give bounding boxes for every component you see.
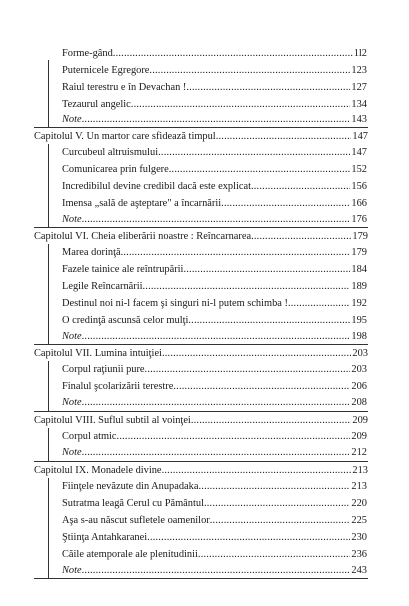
leader-dots xyxy=(145,363,351,376)
toc-entry-title: Căile atemporale ale plenitudinii xyxy=(62,549,198,560)
toc-page-number: 189 xyxy=(351,281,367,292)
toc-page-number: 184 xyxy=(351,264,367,275)
toc-page-number: 127 xyxy=(351,82,367,93)
leader-dots xyxy=(221,197,350,210)
toc-entry-title: O credinţă ascunsă celor mulţi xyxy=(62,315,189,326)
leader-dots xyxy=(198,480,350,493)
leader-dots xyxy=(162,347,351,360)
toc-page-number: 147 xyxy=(352,131,368,142)
toc-entry xyxy=(62,64,367,77)
toc-entry xyxy=(62,480,367,493)
leader-dots xyxy=(251,180,350,193)
toc-note-label: Note xyxy=(62,447,82,458)
toc-entry xyxy=(62,314,367,327)
toc-entry-title: Incredibilul devine credibil dacă este explicat xyxy=(62,181,251,192)
leader-dots xyxy=(186,81,350,94)
leader-dots xyxy=(169,163,351,176)
toc-note-label: Note xyxy=(62,214,82,225)
section-rule xyxy=(34,227,368,228)
toc-entry xyxy=(62,531,367,544)
toc-entry xyxy=(62,180,367,193)
toc-page-number: 198 xyxy=(351,331,367,342)
toc-note xyxy=(62,564,367,577)
toc-entry-title: Marea dorinţă xyxy=(62,247,121,258)
toc-entry xyxy=(62,548,367,561)
toc-chapter xyxy=(34,347,368,360)
leader-dots xyxy=(210,514,351,527)
leader-dots xyxy=(82,113,351,126)
toc-entry xyxy=(62,98,367,111)
toc-note xyxy=(62,113,367,126)
toc-entry-title: Fiinţele nevăzute din Anupadaka xyxy=(62,481,199,492)
section-rule-vertical xyxy=(48,144,49,227)
toc-entry-title: Curcubeul altruismului xyxy=(62,147,159,158)
toc-page-number: 156 xyxy=(351,181,367,192)
toc-page-number: 209 xyxy=(351,431,367,442)
leader-dots xyxy=(82,396,351,409)
section-rule xyxy=(34,411,368,412)
toc-entry xyxy=(62,197,367,210)
section-rule xyxy=(34,127,368,128)
chapter-title: Capitolul IX. Monadele divine xyxy=(34,465,162,476)
toc-page-number: 195 xyxy=(351,315,367,326)
leader-dots xyxy=(117,430,351,443)
toc-note-label: Note xyxy=(62,114,82,125)
toc-entry xyxy=(62,380,367,393)
toc-page-number: 1l2 xyxy=(353,48,367,59)
leader-dots xyxy=(113,47,353,60)
toc-page-number: 143 xyxy=(351,114,367,125)
leader-dots xyxy=(288,297,350,310)
leader-dots xyxy=(251,230,351,243)
leader-dots xyxy=(198,548,351,561)
section-rule-vertical xyxy=(48,478,49,578)
toc-entry-title: Finalul şcolarizării terestre xyxy=(62,381,174,392)
toc-chapter xyxy=(34,464,368,477)
section-rule-vertical xyxy=(48,244,49,344)
leader-dots xyxy=(82,330,351,343)
toc-note xyxy=(62,330,367,343)
leader-dots xyxy=(143,280,351,293)
toc-note-label: Note xyxy=(62,565,82,576)
toc-entry-title: Sutratma leagă Cerul cu Pământul xyxy=(62,498,204,509)
toc-entry-title: Corpul atmic xyxy=(62,431,117,442)
leader-dots xyxy=(121,246,351,259)
toc-entry-title: Comunicarea prin fulgere xyxy=(62,164,169,175)
toc-entry-title: Corpul raţiunii pure xyxy=(62,364,145,375)
toc-note-label: Note xyxy=(62,331,82,342)
toc-entry-title: Forme-gând xyxy=(62,48,113,59)
leader-dots xyxy=(149,64,350,77)
leader-dots xyxy=(191,414,352,427)
toc-chapter xyxy=(34,130,368,143)
toc-entry xyxy=(62,263,367,276)
toc-note-label: Note xyxy=(62,397,82,408)
leader-dots xyxy=(131,98,351,111)
toc-page-number: 134 xyxy=(351,99,367,110)
toc-page-number: 212 xyxy=(351,447,367,458)
toc-page-number: 220 xyxy=(351,498,367,509)
leader-dots xyxy=(82,446,351,459)
toc-page-number: 123 xyxy=(351,65,367,76)
toc-entry-title: Destinul noi ni-l facem şi singuri ni-l putem schimba ! xyxy=(62,298,288,309)
toc-page-number: 179 xyxy=(351,247,367,258)
section-rule-vertical xyxy=(48,60,49,127)
toc-entry xyxy=(62,280,367,293)
leader-dots xyxy=(188,314,350,327)
toc-page-number: 176 xyxy=(351,214,367,225)
leader-dots xyxy=(158,146,350,159)
toc-note xyxy=(62,446,367,459)
section-rule-vertical xyxy=(48,428,49,461)
toc-page-number: 236 xyxy=(351,549,367,560)
toc-page-number: 203 xyxy=(351,364,367,375)
leader-dots xyxy=(183,263,350,276)
leader-dots xyxy=(82,213,351,226)
chapter-title: Capitolul VII. Lumina intuiţiei xyxy=(34,348,162,359)
toc-entry xyxy=(62,146,367,159)
leader-dots xyxy=(204,497,350,510)
toc-page-number: 225 xyxy=(351,515,367,526)
section-rule xyxy=(34,461,368,462)
toc-page-number: 166 xyxy=(351,198,367,209)
toc-page-number: 147 xyxy=(351,147,367,158)
toc-entry xyxy=(62,514,367,527)
toc-page-number: 206 xyxy=(351,381,367,392)
section-rule xyxy=(34,578,368,579)
toc-page-number: 209 xyxy=(352,415,368,426)
toc-entry xyxy=(62,163,367,176)
section-rule-vertical xyxy=(48,361,49,411)
toc-page-number: 230 xyxy=(351,532,367,543)
leader-dots xyxy=(216,130,352,143)
toc-entry-title: Tezaurul angelic xyxy=(62,99,131,110)
toc-entry xyxy=(62,246,367,259)
toc-page-number: 179 xyxy=(352,231,368,242)
toc-page-number: 208 xyxy=(351,397,367,408)
toc-entry xyxy=(62,81,367,94)
toc-page-number: 152 xyxy=(351,164,367,175)
toc-page-number: 243 xyxy=(351,565,367,576)
toc-note xyxy=(62,213,367,226)
toc-chapter xyxy=(34,230,368,243)
toc-entry xyxy=(62,363,367,376)
toc-entry xyxy=(62,297,367,310)
leader-dots xyxy=(82,564,351,577)
toc-entry-title: Imensa „sală de aşteptare" a încarnării xyxy=(62,198,222,209)
toc-entry xyxy=(62,497,367,510)
leader-dots xyxy=(147,531,350,544)
leader-dots xyxy=(173,380,350,393)
toc-entry-title: Puternicele Egregore xyxy=(62,65,150,76)
toc-entry-title: Legile Reîncarnării xyxy=(62,281,143,292)
toc-entry-title: Ştiinţa Antahkaranei xyxy=(62,532,148,543)
toc-entry-title: Aşa s-au născut sufletele oamenilor xyxy=(62,515,210,526)
toc-page-number: 192 xyxy=(351,298,367,309)
toc-chapter xyxy=(34,414,368,427)
section-rule xyxy=(34,344,368,345)
toc-page-number: 213 xyxy=(351,481,367,492)
chapter-title: Capitolul V. Un martor care sfidează timpul xyxy=(34,131,216,142)
leader-dots xyxy=(162,464,352,477)
toc-entry-title: Fazele tainice ale reîntrupării xyxy=(62,264,184,275)
toc-entry-title: Raiul terestru e în Devachan ! xyxy=(62,82,187,93)
toc-entry xyxy=(62,47,367,60)
chapter-title: Capitolul VIII. Suflul subtil al voinţei xyxy=(34,415,191,426)
chapter-title: Capitolul VI. Cheia eliberării noastre : Reîncarnarea xyxy=(34,231,252,242)
toc-note xyxy=(62,396,367,409)
toc-page-number: 213 xyxy=(352,465,368,476)
toc-page-number: 203 xyxy=(352,348,368,359)
toc-entry xyxy=(62,430,367,443)
